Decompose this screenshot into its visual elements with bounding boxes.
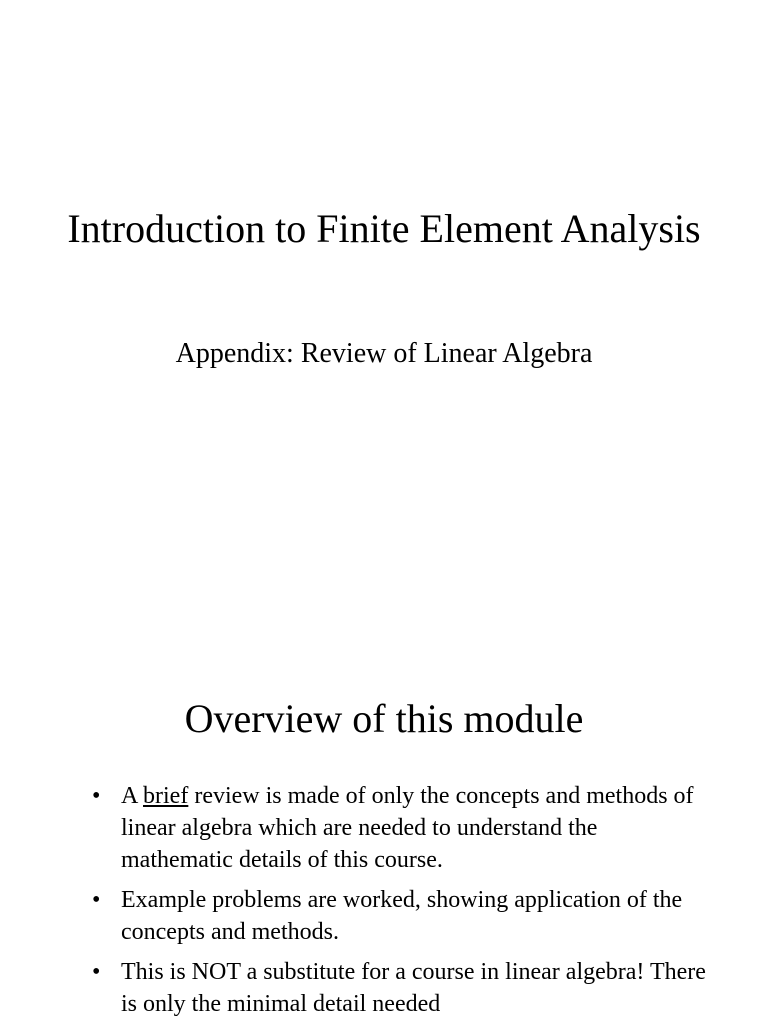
title-slide [0,0,768,512]
slide-title: Introduction to Finite Element Analysis [67,206,701,251]
bullet-item [0,884,768,948]
bullet-text-pre: A [121,783,144,809]
slide-subtitle: Appendix: Review of Linear Algebra [175,338,593,369]
bullet-list [0,780,768,1028]
bullet-icon: • [92,887,101,913]
bullet-item [0,956,768,1020]
bullet-text: Example problems are worked, showing application of the concepts and methods. [121,887,683,945]
overview-slide [0,512,768,1024]
overview-title: Overview of this module [184,696,584,741]
bullet-item [0,780,768,876]
bullet-text: This is NOT a substitute for a course in linear algebra! There is only the minimal detail needed [121,959,706,1017]
bullet-icon: • [92,959,101,985]
bullet-emphasis: brief [143,783,189,809]
bullet-icon: • [92,783,101,809]
bullet-text-post: review is made of only the concepts and methods of linear algebra which are needed to understand the mathematic details of this course. [121,783,694,873]
